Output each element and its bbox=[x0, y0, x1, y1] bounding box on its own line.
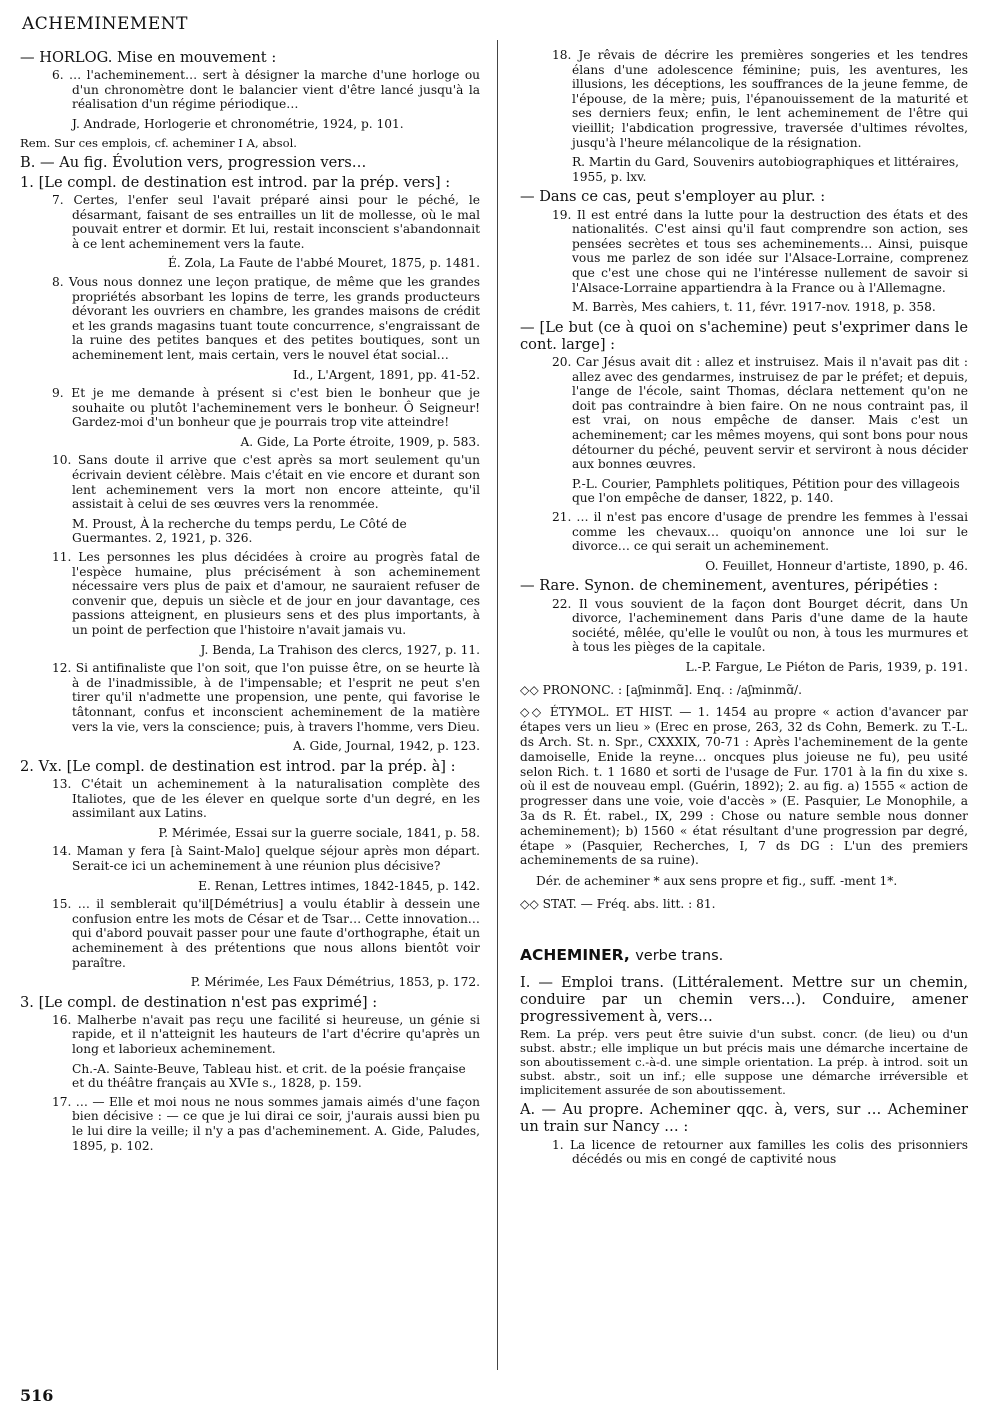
example-source: E. Renan, Lettres intimes, 1842-1845, p. 142. bbox=[198, 878, 480, 893]
example-source: Id., L'Argent, 1891, pp. 41-52. bbox=[293, 367, 480, 382]
example-source: A. Gide, Journal, 1942, p. 123. bbox=[292, 739, 480, 754]
example-source: M. Proust, À la recherche du temps perdu, Le Côté de Guermantes. 2, 1921, p. 326. bbox=[72, 516, 407, 546]
remark: Rem. Sur ces emplois, cf. acheminer I A, absol. bbox=[20, 135, 297, 150]
example-quote: 8. Vous nous donnez une leçon pratique, de même que les grandes propriétés absorbant les lopins de terre, les grands producteurs dévorant les ouvriers en chambre, les grandes maisons de crédit et les grands magasins tuant toute concurrence, s'engraissant de la ruine des petites banques et des petites boutiques, sont un acheminement lent, mais certain, vers le nouvel état social… bbox=[52, 274, 480, 362]
entry-headword-line bbox=[520, 946, 968, 964]
subsection-heading: — [Le but (ce à quoi on s'achemine) peut s'exprimer dans le cont. large] : bbox=[520, 318, 968, 353]
example-source: P.-L. Courier, Pamphlets politiques, Pétition pour des villageois que l'on empêche de danser, 1822, p. 140. bbox=[572, 476, 960, 506]
example-quote: 15. … il semblerait qu'il[Démétrius] a voulu établir à dessein une confusion entre les mots de César et de Tsar… Cette innovation… qui d'abord pouvait passer pour une faute d'orthographe, était un acheminement à des prétentions que nous allons bientôt voir paraître. bbox=[52, 897, 480, 970]
subsection-heading: A. — Au propre. Acheminer qqc. à, vers, sur … Acheminer un train sur Nancy … : bbox=[520, 1101, 968, 1136]
example-source: M. Barrès, Mes cahiers, t. 11, févr. 1917-nov. 1918, p. 358. bbox=[572, 300, 936, 315]
subsection-heading: — HORLOG. Mise en mouvement : bbox=[20, 49, 277, 66]
left-column bbox=[20, 46, 480, 1376]
example-quote: 10. Sans doute il arrive que c'est après sa mort seulement qu'un écrivain devient célèbre. Mais c'était en vie encore et durant son lent acheminement vers la mort non encore atteinte, qu'il assistait à celui de ses œuvres vers la renommée. bbox=[52, 453, 480, 512]
example-source: Ch.-A. Sainte-Beuve, Tableau hist. et crit. de la poésie française et du théâtre français au XVIe s., 1828, p. 159. bbox=[72, 1061, 466, 1091]
part-of-speech: verbe trans. bbox=[635, 947, 724, 964]
example-quote: 12. Si antifinaliste que l'on soit, que l'on puisse être, on se heurte là à de l'inadmissible, à de l'impensable; et l'esprit ne peut s'en tirer qu'il n'admette une propension, une pente, qui favorise le tâtonnant, confus et inconscient acheminement de la matière vers la vie, vers la conscience; puis, à travers l'homme, vers Dieu. bbox=[52, 661, 480, 734]
subsection-heading: — Rare. Synon. de cheminement, aventures, péripéties : bbox=[520, 577, 939, 595]
section-heading: B. — Au fig. Évolution vers, progression vers… bbox=[20, 153, 367, 171]
example-source: O. Feuillet, Honneur d'artiste, 1890, p. 46. bbox=[705, 558, 968, 573]
example-quote: 16. Malherbe n'avait pas reçu une facilité si heureuse, un génie si rapide, et il n'atteignit les hauteurs de l'art d'écrire qu'après un long et laborieux acheminement. bbox=[52, 1012, 480, 1057]
pronunciation: ◇◇ PRONONC. : [aʃminmɑ̃]. Enq. : /aʃminmɑ̃/. bbox=[520, 682, 803, 697]
example-source: R. Martin du Gard, Souvenirs autobiographiques et littéraires, 1955, p. lxv. bbox=[572, 155, 960, 184]
subsection-heading: — Dans ce cas, peut s'employer au plur. : bbox=[520, 188, 826, 206]
example-quote: 18. Je rêvais de décrire les premières songeries et les tendres élans d'une adolescence féminine; puis, les aventures, les illusions, les déceptions, les souffrances de la jeune femme, de l'épouse, de la mère; puis, l'épanouissement de la maturité et ses derniers feux; enfin, le lent acheminement de l'être qui vieillit; l'abdication progressive, traversée d'ultimes révoltes, jusqu'à l'heure mélancolique de la résignation. bbox=[552, 48, 968, 150]
entry-headword: ACHEMINER, bbox=[520, 945, 630, 964]
example-quote: 13. C'était un acheminement à la naturalisation complète des Italiotes, que de les élever en quelque sorte d'un degré, en les assimilant aux Latins. bbox=[52, 776, 480, 821]
example-quote: 21. … il n'est pas encore d'usage de prendre les femmes à l'essai comme les chevaux… quoiqu'on annonce une loi sur le divorce… ce qui serait un acheminement. bbox=[552, 510, 968, 554]
example-source: A. Gide, La Porte étroite, 1909, p. 583. bbox=[240, 434, 480, 449]
derivation-note: Dér. de acheminer * aux sens propre et fig., suff. -ment 1*. bbox=[536, 874, 898, 889]
example-source: P. Mérimée, Essai sur la guerre sociale, 1841, p. 58. bbox=[158, 825, 480, 840]
example-quote: 7. Certes, l'enfer seul l'avait préparé ainsi pour le péché, le désarmant, faisant de ses entrailles un lit de mollesse, où le mal pouvait entrer et dormir. Et lui, restait inconscient s'abandonnait à ce lent acheminement vers la faute. bbox=[52, 192, 480, 251]
example-quote: 11. Les personnes les plus décidées à croire au progrès fatal de l'espèce humaine, plus précisément à son acheminement nécessaire vers plus de paix et d'amour, ne sauraient refuser de convenir que, depuis un siècle et de jour en jour davantage, ces passions atteignent, en plusieurs sens et des plus importants, à un point de perfection que l'histoire n'avait jamais vu. bbox=[52, 550, 480, 638]
right-column bbox=[520, 48, 968, 1378]
example-quote: 6. … l'acheminement… sert à désigner la marche d'une horloge ou d'un chronomètre dont le balancier vient d'être lancé jusqu'à la réalisation d'un régime périodique… bbox=[52, 68, 480, 112]
statistics: ◇◇ STAT. — Fréq. abs. litt. : 81. bbox=[520, 896, 716, 911]
example-quote: 22. Il vous souvient de la façon dont Bourget décrit, dans Un divorce, l'acheminement dans Paris d'une dame de la haute société, mêlée, qu'elle le voulût ou non, à tous les murmures et à tous les pièges de la capitale. bbox=[552, 596, 968, 655]
subsection-heading: 1. [Le compl. de destination est introd. par la prép. vers] : bbox=[20, 173, 451, 191]
remark: Rem. La prép. vers peut être suivie d'un subst. concr. (de lieu) ou d'un subst. abstr.; elle implique un but précis mais une démarche incertaine de son aboutissement c.-à-d. une simple orientation. La prép. à introd. soit un subst. abstr., soit un inf.; elle suppose une démarche irréversible et implicitement assurée de son aboutissement. bbox=[520, 1027, 968, 1098]
example-quote: 1. La licence de retourner aux familles les colis des prisonniers décédés ou mis en congé de captivité nous bbox=[552, 1137, 968, 1167]
example-source: L.-P. Fargue, Le Piéton de Paris, 1939, p. 191. bbox=[685, 660, 968, 674]
running-head: ACHEMINEMENT bbox=[22, 14, 188, 34]
example-source: J. Andrade, Horlogerie et chronométrie, 1924, p. 101. bbox=[72, 116, 404, 131]
example-source: É. Zola, La Faute de l'abbé Mouret, 1875, p. 1481. bbox=[168, 256, 480, 271]
example-quote: 9. Et je me demande à présent si c'est bien le bonheur que je souhaite ou plutôt l'acheminement vers le bonheur. Ô Seigneur! Gardez-moi d'un bonheur que je pourrais trop vite atteindre! bbox=[52, 386, 480, 430]
example-quote: 17. … — Elle et moi nous ne nous sommes jamais aimés d'une façon bien décisive : — ce que je lui dirai ce soir, j'aurais aussi bien pu le lui dire la veille; il n'y a pas d'acheminement. A. Gide, Paludes, 1895, p. 102. bbox=[52, 1094, 480, 1153]
example-source: J. Benda, La Trahison des clercs, 1927, p. 11. bbox=[200, 642, 480, 657]
example-quote: 14. Maman y fera [à Saint-Malo] quelque séjour après mon départ. Serait-ce ici un acheminement à une réunion plus décisive? bbox=[52, 844, 480, 873]
subsection-heading: 2. Vx. [Le compl. de destination est introd. par la prép. à] : bbox=[20, 757, 456, 775]
example-quote: 19. Il est entré dans la lutte pour la destruction des états et des nationalités. C'est ainsi qu'il faut comprendre son action, ses pensées secrètes et tous ses acheminements… Ainsi, puisque vous me parlez de son idée sur l'Alsace-Lorraine, comprenez que c'est une chose qui ne l'intéresse nullement de savoir si l'Alsace-Lorraine appartiendra à la France ou à l'Allemagne. bbox=[552, 207, 968, 295]
column-divider bbox=[497, 40, 498, 1370]
subsection-heading: 3. [Le compl. de destination n'est pas exprimé] : bbox=[20, 993, 378, 1011]
etymology: ◇◇ ÉTYMOL. ET HIST. — 1. 1454 au propre « action d'avancer par étapes vers un lieu » (Erec en prose, 263, 32 ds Cohn, Bemerk. zu T.-L. ds Arch. St. n. Spr., CXXXIX, 70-71 : Après l'acheminement de la gente damoiselle, Enide la reyne… oncques plus joieuse ne fu), peu usité selon Rich. t. 1 1680 et sorti de l'usage de Fur. 1701 à la fin du xixe s. où il est de nouveau empl. (Guérin, 1892); 2. au fig. a) 1555 « action de progresser dans une voie, voie d'accès » (E. Pasquier, Le Monophile, a 3a ds R. Ét. rabel., IX, 299 : Chose ou nature semble nous donner acheminement); b) 1560 « état résultant d'une progression par degré, étape » (Pasquier, Recherches, I, 7 ds DG : L'un des premiers acheminements de sa ruine). bbox=[520, 705, 968, 868]
example-quote: 20. Car Jésus avait dit : allez et instruisez. Mais il n'avait pas dit : allez avec des gendarmes, instruisez de par le préfet; et depuis, l'ange de l'école, saint Thomas, déclara nettement qu'on ne doit pas contraindre à bien faire. On ne nous contraint pas, il est vrai, on nous empêche de danser. Mais c'est un acheminement; car les mêmes moyens, qui sont bons pour nous détourner du péché, peuvent servir et serviront à nous décider aux bonnes œuvres. bbox=[552, 355, 968, 472]
page-number: 516 bbox=[20, 1386, 54, 1405]
example-source: P. Mérimée, Les Faux Démétrius, 1853, p. 172. bbox=[190, 975, 480, 990]
section-heading: I. — Emploi trans. (Littéralement. Mettre sur un chemin, conduire par un chemin vers…). Conduire, amener progressivement à, vers… bbox=[520, 973, 968, 1025]
